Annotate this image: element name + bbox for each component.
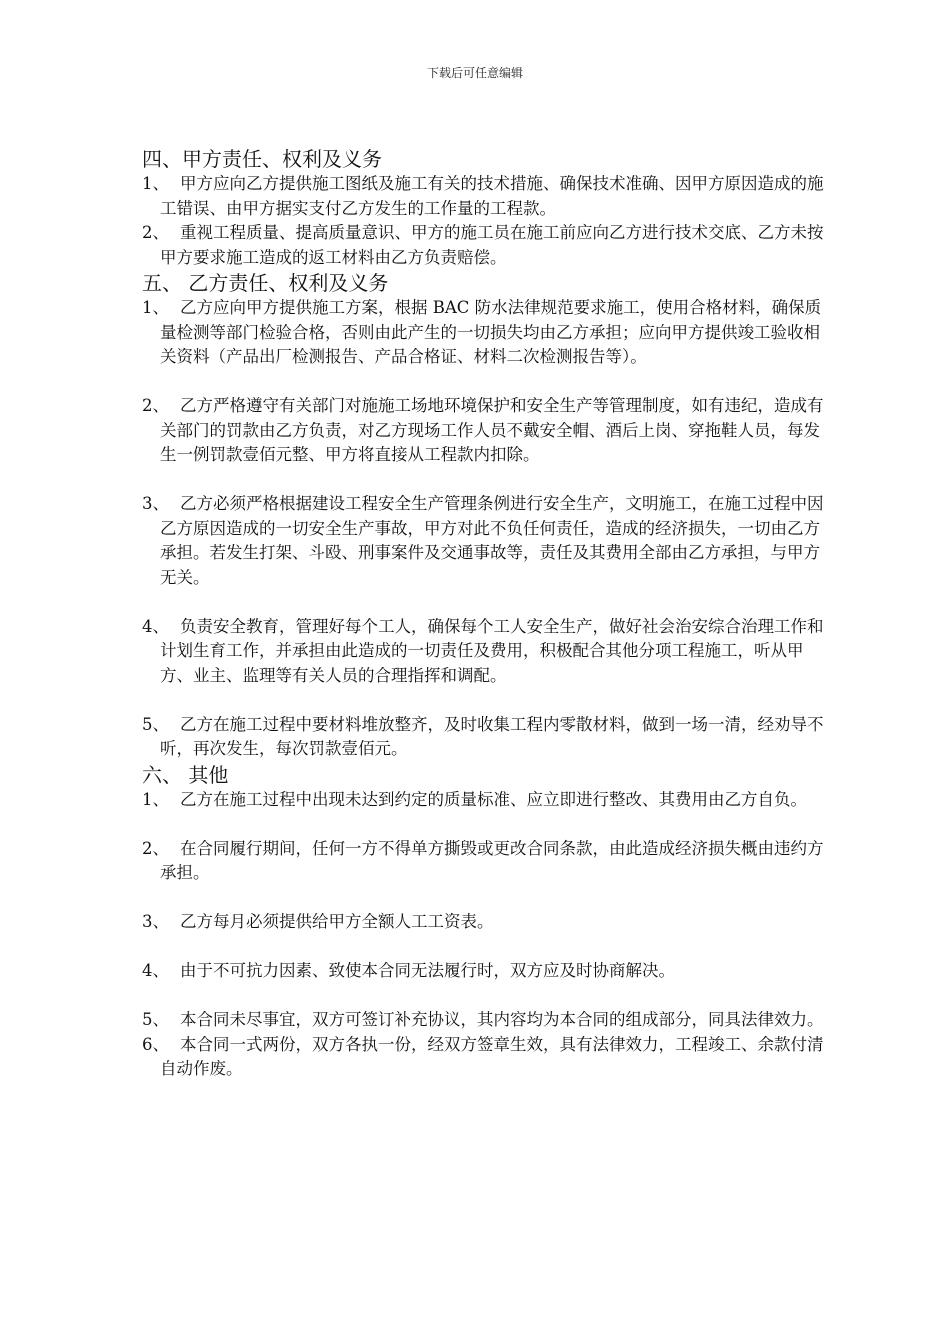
clause-text: 甲方应向乙方提供施工图纸及施工有关的技术措施、确保技术准确、因甲方原因造成的施工错误、由甲方据实支付乙方发生的工作量的工程款。 [160, 174, 824, 218]
clause-4-1 [142, 172, 832, 221]
section-heading-6: 六、 其他 [142, 762, 229, 787]
clause-5-4 [142, 615, 832, 689]
clause-text: 乙方必须严格根据建设工程安全生产管理条例进行安全生产，文明施工，在施工过程中因乙方原因造成的一切安全生产事故，甲方对此不负任何责任，造成的经济损失，一切由乙方承担。若发生打架、斗殴、刑事案件及交通事故等，责任及其费用全部由乙方承担，与甲方无关。 [160, 494, 824, 587]
clause-text: 乙方严格遵守有关部门对施施工场地环境保护和安全生产等管理制度，如有违纪，造成有关部门的罚款由乙方负责，对乙方现场工作人员不戴安全帽、酒后上岗、穿拖鞋人员，每发生一例罚款壹佰元整、甲方将直接从工程款内扣除。 [160, 396, 824, 464]
clause-6-1 [142, 788, 832, 813]
clause-6-3 [142, 910, 832, 935]
clause-6-5 [142, 1008, 832, 1033]
paragraph-gap [142, 370, 832, 395]
clause-number: 3、 [142, 494, 169, 513]
clause-text: 重视工程质量、提高质量意识、甲方的施工员在施工前应向乙方进行技术交底、乙方未按甲方要求施工造成的返工材料由乙方负责赔偿。 [160, 223, 824, 267]
clause-5-1 [142, 296, 832, 370]
clause-number: 6、 [142, 1034, 169, 1054]
clause-number: 3、 [142, 912, 169, 931]
clause-number: 1、 [142, 298, 169, 317]
clause-text: 乙方在施工过程中出现未达到约定的质量标准、应立即进行整改、其费用由乙方自负。 [180, 789, 807, 809]
header-note: 下载后可任意编辑 [426, 66, 523, 80]
clause-number: 4、 [142, 961, 169, 980]
clause-number: 1、 [142, 174, 169, 193]
paragraph-gap [142, 468, 832, 493]
clause-text: 本合同未尽事宜，双方可签订补充协议，其内容均为本合同的组成部分，同具法律效力。 [180, 1010, 824, 1029]
clause-text: 乙方应向甲方提供施工方案，根据 BAC 防水法律规范要求施工，使用合格材料，确保质量检测等部门检验合格，否则由此产生的一切损失均由乙方承担；应向甲方提供竣工验收相关资料（产品出厂检测报告、产品合格证、材料二次检测报告等）。 [160, 298, 822, 366]
section-heading-5: 五、 乙方责任、权利及义务 [142, 271, 389, 295]
clause-5-2 [142, 394, 832, 468]
clause-text: 乙方在施工过程中要材料堆放整齐，及时收集工程内零散材料，做到一场一清，经劝导不听，再次发生，每次罚款壹佰元。 [160, 714, 824, 758]
paragraph-gap [142, 984, 832, 1009]
paragraph-gap [142, 590, 832, 615]
clause-number: 5、 [142, 1010, 169, 1029]
contract-body [142, 146, 832, 1082]
clause-6-6 [142, 1033, 832, 1082]
clause-text: 由于不可抗力因素、致使本合同无法履行时，双方应及时协商解决。 [180, 961, 675, 980]
clause-number: 2、 [142, 396, 169, 415]
clause-5-3 [142, 492, 832, 590]
clause-6-2 [142, 837, 832, 886]
clause-text: 负责安全教育，管理好每个工人，确保每个工人安全生产，做好社会治安综合治理工作和计划生育工作，并承担由此造成的一切责任及费用，积极配合其他分项工程施工，听从甲方、业主、监理等有关人员的合理指挥和调配。 [160, 616, 824, 685]
paragraph-gap [142, 688, 832, 713]
paragraph-gap [142, 935, 832, 960]
clause-5-5 [142, 713, 832, 762]
paragraph-gap [142, 812, 832, 837]
clause-number: 1、 [142, 789, 169, 809]
clause-number: 2、 [142, 223, 169, 242]
clause-text: 在合同履行期间，任何一方不得单方撕毁或更改合同条款，由此造成经济损失概由违约方承担。 [160, 838, 824, 882]
clause-number: 4、 [142, 616, 169, 636]
clause-number: 2、 [142, 838, 169, 858]
paragraph-gap [142, 886, 832, 911]
section-heading-4: 四、甲方责任、权利及义务 [142, 147, 382, 171]
clause-6-4 [142, 959, 832, 984]
clause-text: 本合同一式两份，双方各执一份，经双方签章生效，具有法律效力，工程竣工、余款付清自动作废。 [160, 1034, 824, 1078]
clause-4-2 [142, 221, 832, 270]
clause-text: 乙方每月必须提供给甲方全额人工工资表。 [180, 912, 494, 931]
clause-number: 5、 [142, 714, 169, 734]
